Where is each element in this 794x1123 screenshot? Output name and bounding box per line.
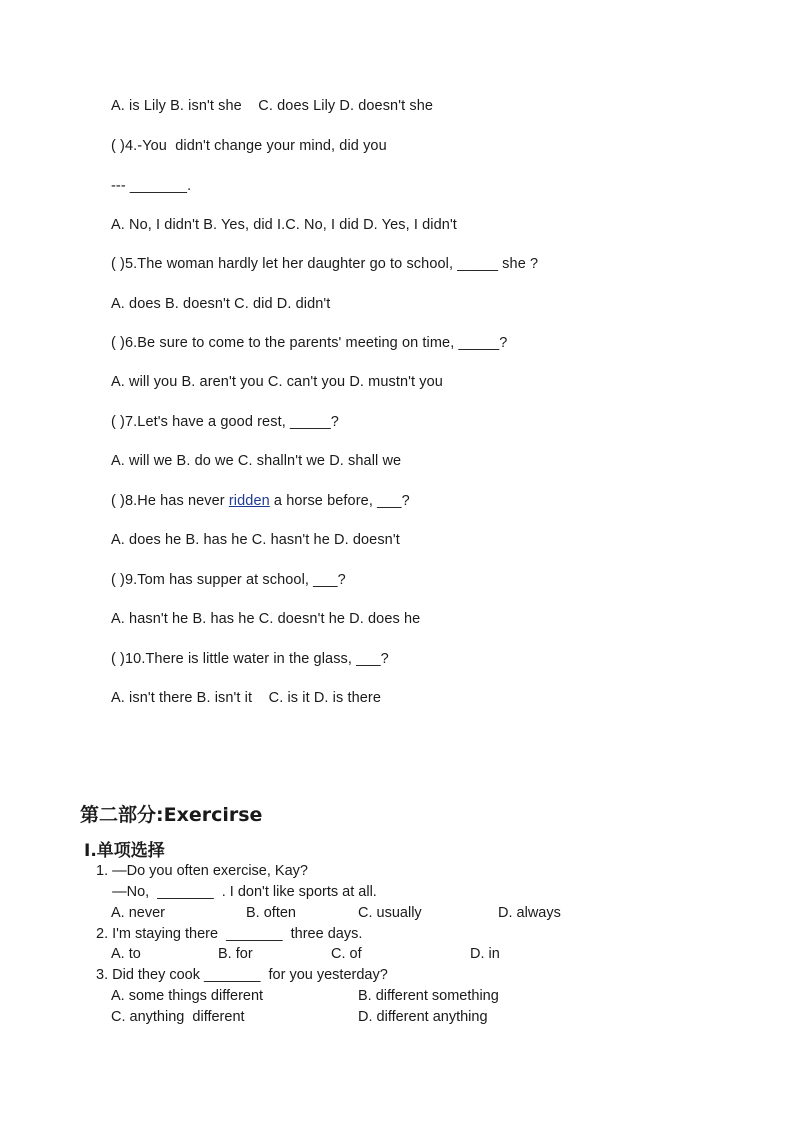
question-1-line: 1. —Do you often exercise, Kay? xyxy=(96,863,308,879)
q8-after: a horse before, ___? xyxy=(269,493,410,509)
section-subheading: Ⅰ.单项选择 xyxy=(84,841,165,861)
part1-line: A. No, I didn't B. Yes, did I.C. No, I did D. Yes, I didn't xyxy=(111,217,457,233)
question-1-option: B. often xyxy=(246,905,296,921)
part1-line: ( )10.There is little water in the glass, ___? xyxy=(111,651,389,667)
part1-line: ( )6.Be sure to come to the parents' meeting on time, _____? xyxy=(111,335,508,351)
part1-line: A. isn't there B. isn't it C. is it D. is there xyxy=(111,690,382,706)
question-1-option: C. usually xyxy=(358,905,422,921)
part1-line: A. does he B. has he C. hasn't he D. doesn't xyxy=(111,532,400,548)
question-3-line: 3. Did they cook _______ for you yesterday? xyxy=(96,967,388,983)
part1-line: A. is Lily B. isn't she C. does Lily D. doesn't she xyxy=(111,98,434,114)
part1-line: A. does B. doesn't C. did D. didn't xyxy=(111,296,331,312)
part1-line: A. hasn't he B. has he C. doesn't he D. does he xyxy=(111,611,421,627)
section-heading: 第二部分:Exercirse xyxy=(80,804,263,826)
question-2-option: A. to xyxy=(111,946,141,962)
question-2-line: 2. I'm staying there _______ three days. xyxy=(96,926,363,942)
part1-line: ( )9.Tom has supper at school, ___? xyxy=(111,572,346,588)
question-2-option: D. in xyxy=(470,946,500,962)
question-3-option: C. anything different xyxy=(111,1009,245,1025)
part1-line: ( )7.Let's have a good rest, _____? xyxy=(111,414,339,430)
part1-line: ( )4.-You didn't change your mind, did you xyxy=(111,138,387,154)
ridden-link[interactable]: ridden xyxy=(228,493,270,509)
question-1-option: A. never xyxy=(111,905,165,921)
question-1-line: —No, _______ . I don't like sports at all. xyxy=(96,884,377,900)
question-1-option: D. always xyxy=(498,905,561,921)
part1-line: ( )5.The woman hardly let her daughter go to school, _____ she ? xyxy=(111,256,539,272)
part1-line: --- _______. xyxy=(111,178,192,194)
question-3-option: B. different something xyxy=(358,988,499,1004)
question-3-option: A. some things different xyxy=(111,988,264,1004)
part1-line: A. will we B. do we C. shalln't we D. shall we xyxy=(111,453,402,469)
question-3-option: D. different anything xyxy=(358,1009,488,1025)
question-2-option: B. for xyxy=(218,946,253,962)
part1-line: A. will you B. aren't you C. can't you D. mustn't you xyxy=(111,374,443,390)
q8-before: ( )8.He has never xyxy=(111,493,229,509)
question-8 xyxy=(111,492,410,510)
question-2-option: C. of xyxy=(331,946,362,962)
